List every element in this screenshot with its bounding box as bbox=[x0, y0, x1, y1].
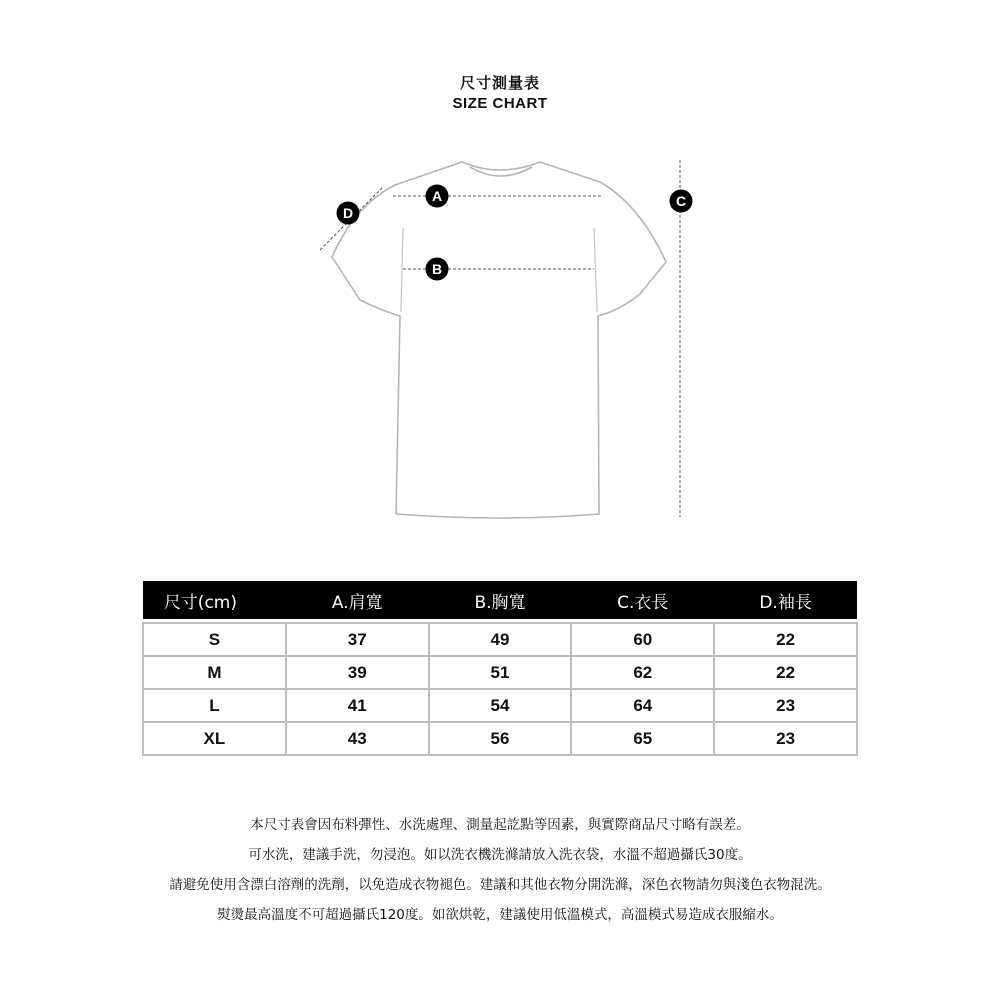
header-shoulder: A.肩寬 bbox=[286, 581, 429, 619]
length-cell: 62 bbox=[571, 656, 714, 689]
size-cell: XL bbox=[143, 722, 286, 755]
chest-cell: 51 bbox=[429, 656, 572, 689]
sleeve-cell: 22 bbox=[714, 656, 857, 689]
length-cell: 65 bbox=[571, 722, 714, 755]
care-notes bbox=[0, 810, 1000, 930]
chest-cell: 56 bbox=[429, 722, 572, 755]
size-table bbox=[142, 581, 858, 756]
right-armhole-seam bbox=[594, 228, 597, 312]
header-length: C.衣長 bbox=[571, 581, 714, 619]
size-cell: S bbox=[143, 623, 286, 656]
tshirt-outline bbox=[332, 162, 666, 518]
shoulder-cell: 39 bbox=[286, 656, 429, 689]
svg-text:B: B bbox=[431, 261, 443, 277]
chest-cell: 54 bbox=[429, 689, 572, 722]
title-chinese: 尺寸測量表 bbox=[459, 74, 540, 92]
shoulder-cell: 43 bbox=[286, 722, 429, 755]
shoulder-cell: 41 bbox=[286, 689, 429, 722]
length-cell: 60 bbox=[571, 623, 714, 656]
table-row bbox=[143, 623, 857, 656]
marker-c bbox=[670, 190, 693, 213]
size-table-header bbox=[143, 581, 857, 619]
svg-text:D: D bbox=[342, 205, 354, 221]
marker-b bbox=[426, 258, 449, 281]
sleeve-cell: 23 bbox=[714, 689, 857, 722]
note-line: 可水洗，建議手洗，勿浸泡。如以洗衣機洗滌請放入洗衣袋，水溫不超過攝氏30度。 bbox=[248, 847, 752, 863]
note-line: 本尺寸表會因布料彈性、水洗處理、測量起訖點等因素，與實際商品尺寸略有誤差。 bbox=[250, 817, 750, 833]
table-row bbox=[143, 689, 857, 722]
sleeve-cell: 22 bbox=[714, 623, 857, 656]
svg-text:A: A bbox=[431, 188, 443, 204]
header-chest: B.胸寬 bbox=[429, 581, 572, 619]
marker-a bbox=[426, 185, 449, 208]
table-row bbox=[143, 656, 857, 689]
size-cell: L bbox=[143, 689, 286, 722]
header-size: 尺寸(cm) bbox=[143, 581, 286, 619]
chest-cell: 49 bbox=[429, 623, 572, 656]
note-line: 請避免使用含漂白溶劑的洗劑，以免造成衣物褪色。建議和其他衣物分開洗滌，深色衣物請勿與淺色衣物混洗。 bbox=[169, 877, 831, 893]
svg-text:C: C bbox=[675, 193, 687, 209]
note-line: 熨燙最高溫度不可超過攝氏120度。如欲烘乾，建議使用低溫模式，高溫模式易造成衣服縮水。 bbox=[217, 907, 783, 923]
table-row bbox=[143, 722, 857, 755]
shoulder-cell: 37 bbox=[286, 623, 429, 656]
sleeve-cell: 23 bbox=[714, 722, 857, 755]
title-english: SIZE CHART bbox=[452, 95, 548, 112]
length-cell: 64 bbox=[571, 689, 714, 722]
marker-d bbox=[337, 202, 360, 225]
left-armhole-seam bbox=[401, 228, 403, 312]
size-cell: M bbox=[143, 656, 286, 689]
header-sleeve: D.袖長 bbox=[714, 581, 857, 619]
